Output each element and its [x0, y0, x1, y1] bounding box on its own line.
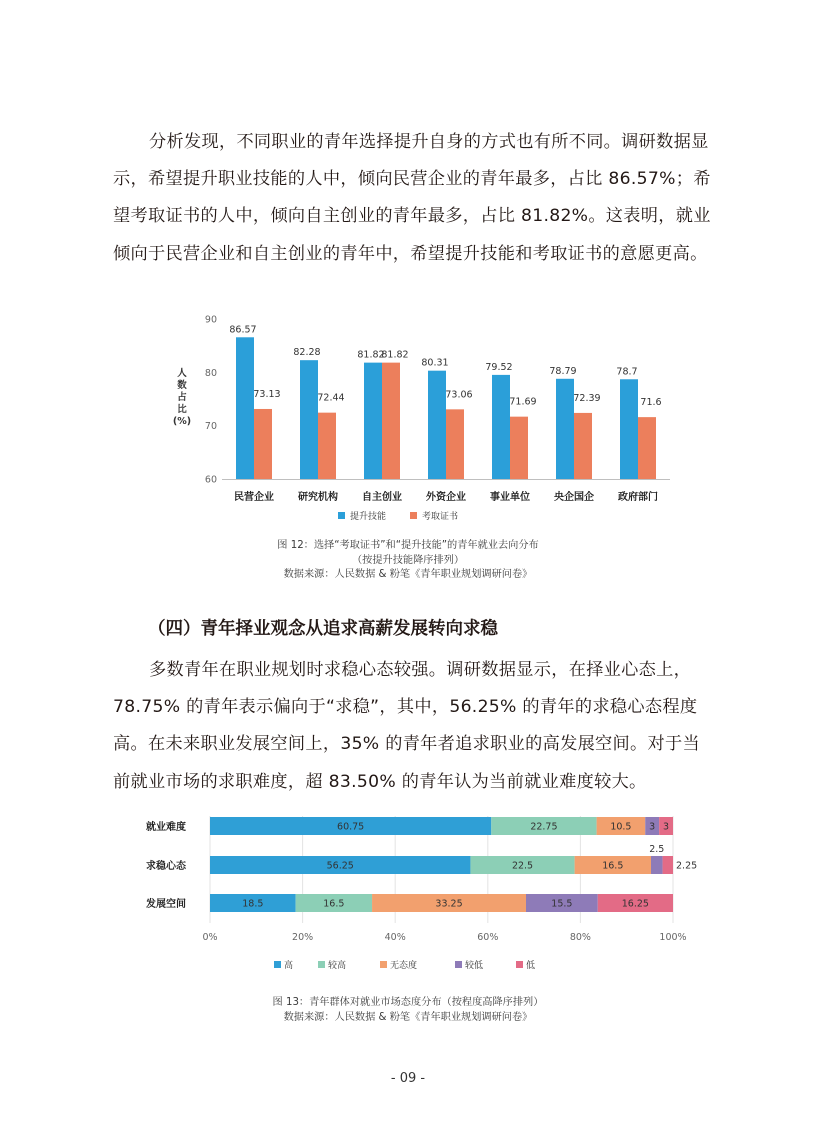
paragraph-1-text: 分析发现，不同职业的青年选择提升自身的方式也有所不同。调研数据显示，希望提升职业技能的人中，倾向民营企业的青年最多，占比 86.57%；希望考取证书的人中，倾向自主创业的青年最多，占比 81.82%。这表明，就业倾向于民营企业和自主创业的青年中，希望提升技能和考取证书的意愿更高。 [113, 132, 711, 264]
bar-cert [574, 413, 592, 479]
segment-value-label: 10.5 [610, 821, 632, 833]
x-tick-label: 100% [659, 932, 687, 943]
segment-value-label: 22.5 [511, 860, 534, 872]
bar-cert [510, 417, 528, 479]
legend-swatch [274, 961, 281, 968]
y-tick-label: 90 [204, 314, 217, 326]
bar-value-label: 80.31 [421, 357, 449, 369]
x-tick-label: 事业单位 [490, 492, 530, 503]
stacked-segment [651, 856, 663, 874]
y-axis-label: 人 [177, 368, 187, 379]
x-tick-label: 60% [477, 932, 499, 943]
x-tick-label: 研究机构 [298, 492, 338, 503]
y-tick-label: 70 [204, 421, 217, 433]
legend-label: 高 [284, 961, 294, 971]
row-label: 就业难度 [146, 822, 186, 833]
x-tick-label: 20% [292, 932, 314, 943]
segment-value-label: 56.25 [326, 860, 354, 872]
stacked-segment [663, 856, 673, 874]
figure-12-subtitle: （按提升技能降序排列） [351, 554, 465, 566]
y-tick-label: 80 [204, 367, 217, 379]
legend-label: 提升技能 [350, 512, 387, 522]
segment-value-label: 33.25 [435, 898, 463, 910]
x-tick-label: 自主创业 [362, 492, 402, 503]
bar-value-label: 86.57 [229, 324, 257, 336]
x-tick-label: 政府部门 [618, 492, 658, 503]
bar-skill [364, 363, 382, 479]
legend-label: 较高 [328, 961, 347, 971]
x-tick-label: 民营企业 [234, 492, 274, 503]
segment-value-label: 16.25 [621, 898, 649, 910]
bar-value-label: 82.28 [293, 347, 321, 359]
legend-swatch [410, 512, 417, 519]
y-tick-label: 60 [204, 474, 217, 486]
segment-value-label: 60.75 [337, 821, 365, 833]
figure-13-caption [0, 996, 816, 1025]
legend-swatch [455, 961, 462, 968]
legend-swatch [380, 961, 387, 968]
row-label: 求稳心态 [146, 861, 186, 872]
paragraph-1 [113, 124, 713, 273]
legend-swatch [338, 512, 345, 519]
figure-12-source: 数据来源：人民数据 & 粉笔《青年职业规划调研问卷》 [283, 569, 533, 580]
row-label: 发展空间 [146, 899, 186, 910]
bar-skill [428, 371, 446, 479]
figure-12-title: 图 12：选择“考取证书”和“提升技能”的青年就业去向分布 [277, 540, 539, 551]
y-axis-label: 占 [177, 392, 187, 403]
legend-swatch [516, 961, 523, 968]
y-axis-label: 比 [177, 404, 187, 415]
segment-value-label: 16.5 [323, 898, 345, 910]
x-tick-label: 外资企业 [426, 492, 466, 503]
figure-12-caption [0, 539, 816, 583]
section-title: （四）青年择业观念从追求高薪发展转向求稳 [148, 619, 498, 639]
y-axis-label: 数 [177, 380, 187, 391]
bar-value-label: 73.06 [445, 389, 473, 401]
legend-label: 考取证书 [422, 512, 459, 522]
bar-value-label: 73.13 [253, 388, 281, 400]
bar-cert [318, 413, 336, 479]
bar-cert [638, 417, 656, 479]
x-tick-label: 央企国企 [554, 492, 594, 503]
segment-value-label: 3 [649, 821, 656, 833]
bar-value-label: 72.44 [317, 392, 345, 404]
bar-skill [236, 337, 254, 479]
legend-label: 较低 [465, 961, 484, 971]
bar-cert [382, 363, 400, 479]
figure-13-source: 数据来源：人民数据 & 粉笔《青年职业规划调研问卷》 [283, 1011, 533, 1023]
bar-value-label: 78.7 [616, 366, 638, 378]
bar-skill [492, 375, 510, 479]
x-tick-label: 80% [569, 932, 591, 943]
bar-skill [620, 379, 638, 479]
figure-13-title: 图 13：青年群体对就业市场态度分布（按程度高降序排列） [272, 997, 544, 1008]
paragraph-2-text: 多数青年在职业规划时求稳心态较强。调研数据显示，在择业心态上，78.75% 的青年表示偏向于“求稳”，其中，56.25% 的青年的求稳心态程度高。在未来职业发展空间上，35% 的青年者追求职业的高发展空间。对于当前就业市场的求职难度，超 83.50% 的青年认为当前就业难度较大。 [113, 660, 700, 792]
segment-value-label: 18.5 [242, 898, 264, 910]
chart-market-attitude [130, 808, 710, 980]
bar-skill [556, 379, 574, 479]
bar-value-label: 78.79 [549, 365, 577, 377]
legend-label: 无态度 [390, 961, 418, 971]
x-tick-label: 0% [202, 932, 218, 943]
bar-value-label: 81.82 [357, 349, 385, 361]
bar-value-label: 71.6 [640, 397, 662, 409]
paragraph-2 [113, 652, 713, 801]
segment-value-label: 16.5 [602, 860, 624, 872]
y-axis-label: (%) [172, 416, 192, 427]
bar-value-label: 79.52 [485, 361, 513, 373]
legend-label: 低 [526, 961, 536, 971]
segment-value-label: 2.25 [676, 860, 698, 872]
segment-value-label: 2.5 [649, 844, 665, 855]
bar-cert [254, 409, 272, 479]
chart-career-choice [170, 308, 690, 532]
segment-value-label: 22.75 [530, 821, 558, 833]
bar-value-label: 81.82 [381, 349, 409, 361]
segment-value-label: 15.5 [551, 898, 573, 910]
bar-value-label: 71.69 [509, 396, 537, 408]
bar-cert [446, 409, 464, 479]
legend-swatch [318, 961, 325, 968]
bar-value-label: 72.39 [573, 392, 601, 404]
bar-skill [300, 360, 318, 479]
page-number: - 09 - [390, 1071, 426, 1086]
x-tick-label: 40% [384, 932, 406, 943]
segment-value-label: 3 [663, 821, 670, 833]
